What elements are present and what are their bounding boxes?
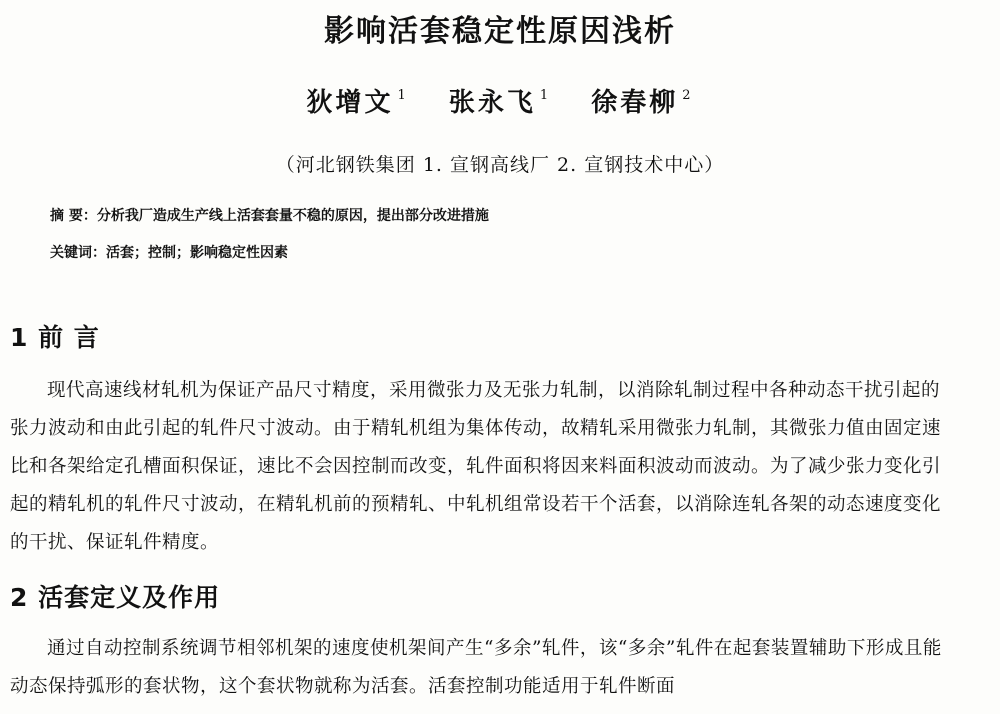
- affiliation: （河北钢铁集团 1. 宣钢高线厂 2. 宣钢技术中心）: [275, 154, 725, 176]
- author: [591, 82, 693, 119]
- author-affiliation-mark: 2: [682, 88, 694, 103]
- paper-title: 影响活套稳定性原因浅析: [324, 14, 676, 49]
- keywords: [50, 242, 288, 262]
- section-paragraph-definition: 通过自动控制系统调节相邻机架的速度使机架间产生“多余”轧件，该“多余”轧件在起套装置辅助下形成且能动态保持弧形的套状物，这个套状物就称为活套。活套控制功能适用于轧件断面: [10, 638, 942, 697]
- author-name: 狄增文: [306, 88, 394, 118]
- section-heading-definition: 2 活套定义及作用: [10, 583, 221, 612]
- author-name: 徐春柳: [591, 88, 679, 118]
- abstract-label: 摘 要：: [50, 208, 97, 224]
- author-list: [0, 82, 1000, 119]
- section-heading-introduction: 1 前 言: [10, 323, 100, 352]
- keywords-text: 活套；控制；影响稳定性因素: [106, 245, 288, 261]
- author: [449, 82, 551, 119]
- abstract-text: 分析我厂造成生产线上活套套量不稳的原因，提出部分改进措施: [96, 208, 489, 224]
- keywords-label: 关键词：: [50, 245, 106, 261]
- section-paragraph-introduction: 现代高速线材轧机为保证产品尺寸精度，采用微张力及无张力轧制，以消除轧制过程中各种动态干扰引起的张力波动和由此引起的轧件尺寸波动。由于精轧机组为集体传动，故精轧采用微张力轧制，其微张力值由固定速比和各架给定孔槽面积保证，速比不会因控制而改变，轧件面积将因来料面积波动而波动。为了减少张力变化引起的精轧机的轧件尺寸波动，在精轧机前的预精轧、中轧机组常设若干个活套，以消除连轧各架的动态速度变化的干扰、保证轧件精度。: [10, 380, 942, 553]
- author-name: 张永飞: [448, 88, 536, 118]
- author: [306, 82, 408, 119]
- abstract: [50, 205, 489, 225]
- author-affiliation-mark: 1: [539, 88, 552, 103]
- author-affiliation-mark: 1: [397, 88, 409, 103]
